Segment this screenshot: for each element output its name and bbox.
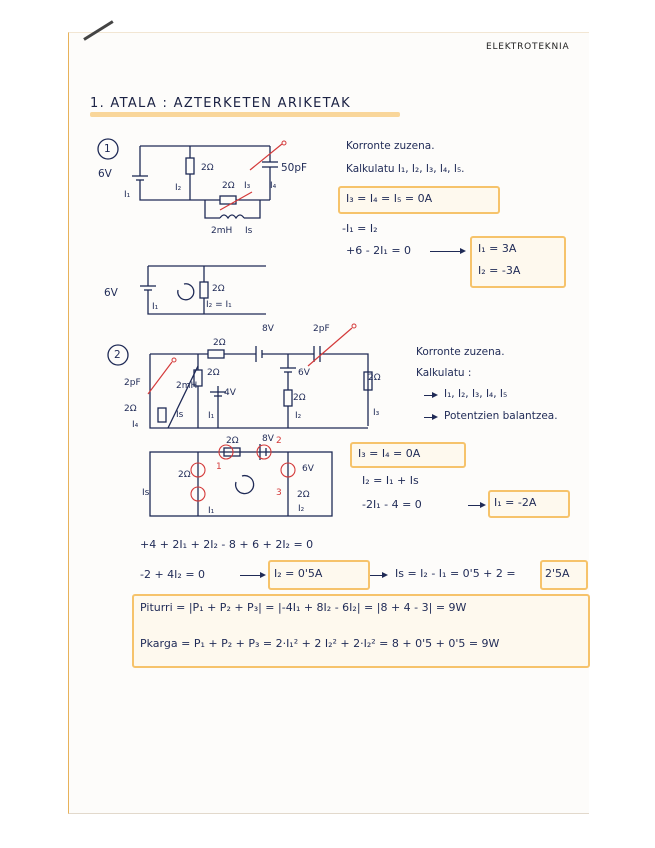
p1-line1: -I₁ = I₂ <box>342 222 378 235</box>
c2-i3-label: I₃ <box>373 408 380 418</box>
p2-ans2: I₂ = 0'5A <box>274 567 323 580</box>
p1-ans2: I₂ = -3A <box>478 264 521 277</box>
loop-r-left-label: 2Ω <box>178 470 191 480</box>
c1-i3-label: I₃ <box>244 181 251 191</box>
c2-v-top-label: 8V <box>262 324 274 334</box>
p1-statement-1: Korronte zuzena. <box>346 140 435 152</box>
c1-cap-label: 50pF <box>281 162 308 174</box>
c2-r-a-label: 2Ω <box>207 368 220 378</box>
loop-i2-label: I₂ <box>298 504 305 514</box>
p2-line4: -2 + 4I₂ = 0 <box>140 568 206 581</box>
loop-node-3: 3 <box>276 488 282 498</box>
c2-v-right-label: 6V <box>298 368 310 378</box>
loop-i1-label: I₁ <box>208 506 215 516</box>
c2-i4-label: I₄ <box>132 420 139 430</box>
p2-line2: -2I₁ - 4 = 0 <box>362 498 422 511</box>
p2-line3: +4 + 2I₁ + 2I₂ - 8 + 6 + 2I₂ = 0 <box>140 538 314 551</box>
circuit2-diagram <box>138 336 378 436</box>
p2-arrow-3 <box>370 575 386 576</box>
c1-i4-label: I₄ <box>270 181 277 191</box>
p1-line2: +6 - 2I₁ = 0 <box>346 244 412 257</box>
p2-ans3: 2'5A <box>545 567 570 580</box>
problem1-number: 1 <box>104 143 111 155</box>
c1-ind-label: 2mH <box>211 226 233 236</box>
c1-i5-label: Is <box>245 226 253 236</box>
p2-arrow-1 <box>468 505 484 506</box>
circuit2-loop-diagram <box>148 448 334 520</box>
c2-src-label: Is <box>176 410 184 420</box>
loop-r-top-label: 2Ω <box>226 436 239 446</box>
p2-ans1: I₁ = -2A <box>494 496 537 509</box>
p2-statement-1: Korronte zuzena. <box>416 346 505 358</box>
c1r-relation: I₂ = I₁ <box>206 300 232 310</box>
p1-result: I₃ = I₄ = I₅ = 0A <box>346 192 433 205</box>
p2-line1: I₂ = I₁ + Is <box>362 474 419 487</box>
p2-statement-2: Kalkulatu : <box>416 367 472 379</box>
loop-src-label: Is <box>142 488 150 498</box>
p2-arrow-2 <box>240 575 264 576</box>
c2-i1-label: I₁ <box>208 411 215 421</box>
circuit1-reduced-diagram <box>138 262 268 322</box>
p2-pkarga: Pkarga = P₁ + P₂ + P₃ = 2·I₁² + 2 I₂² + 2·I₂² = 8 + 0'5 + 0'5 = 9W <box>140 637 500 650</box>
p2-bullet-2: Potentzien balantzea. <box>444 410 558 422</box>
c2-c-left-label: 2pF <box>124 378 141 388</box>
p2-pitturi: Piturri = |P₁ + P₂ + P₃| = |-4I₁ + 8I₂ - 6I₂| = |8 + 4 - 3| = 9W <box>140 601 467 614</box>
c2-i2-label: I₂ <box>295 411 302 421</box>
p1-statement-2: Kalkulatu I₁, I₂, I₃, I₄, I₅. <box>346 163 465 175</box>
c1r-i-label: I₁ <box>152 302 159 312</box>
p2-bullet-1: I₁, I₂, I₃, I₄, I₅ <box>444 388 508 400</box>
c1-i2-label: I₂ <box>175 183 182 193</box>
p2-result: I₃ = I₄ = 0A <box>358 447 421 460</box>
p2-bullet-arrow-1 <box>424 395 436 396</box>
c2-r-b-label: 2Ω <box>293 393 306 403</box>
loop-node-2: 2 <box>276 436 282 446</box>
c1-i1-label: I₁ <box>124 190 131 200</box>
loop-r-right-label: 2Ω <box>297 490 310 500</box>
p2-ans3-pre: Is = I₂ - I₁ = 0'5 + 2 = <box>395 567 516 580</box>
c2-r-d-label: 2Ω <box>124 404 137 414</box>
title-highlight <box>90 112 400 117</box>
p1-arrow <box>430 251 464 252</box>
c2-r-top-label: 2Ω <box>213 338 226 348</box>
p2-bullet-arrow-2 <box>424 417 436 418</box>
loop-v-top-label: 8V <box>262 434 274 444</box>
c1r-source-label: 6V <box>104 287 118 299</box>
p1-ans1: I₁ = 3A <box>478 242 517 255</box>
page-header: ELEKTROTEKNIA <box>486 42 570 52</box>
c1-r1-label: 2Ω <box>201 163 214 173</box>
loop-node-1: 1 <box>216 462 222 472</box>
loop-v-right-label: 6V <box>302 464 314 474</box>
circuit1-diagram <box>120 140 280 250</box>
c2-r-c-label: 2Ω <box>368 373 381 383</box>
c2-c-top-label: 2pF <box>313 324 330 334</box>
c1r-r-label: 2Ω <box>212 284 225 294</box>
page-title: 1. ATALA : AZTERKETEN ARIKETAK <box>90 96 351 111</box>
c2-v-mid-label: 4V <box>224 388 236 398</box>
c2-ind-label: 2mH <box>176 381 198 391</box>
problem2-number: 2 <box>114 349 121 361</box>
c1-r2-label: 2Ω <box>222 181 235 191</box>
c1-source-label: 6V <box>98 168 112 180</box>
